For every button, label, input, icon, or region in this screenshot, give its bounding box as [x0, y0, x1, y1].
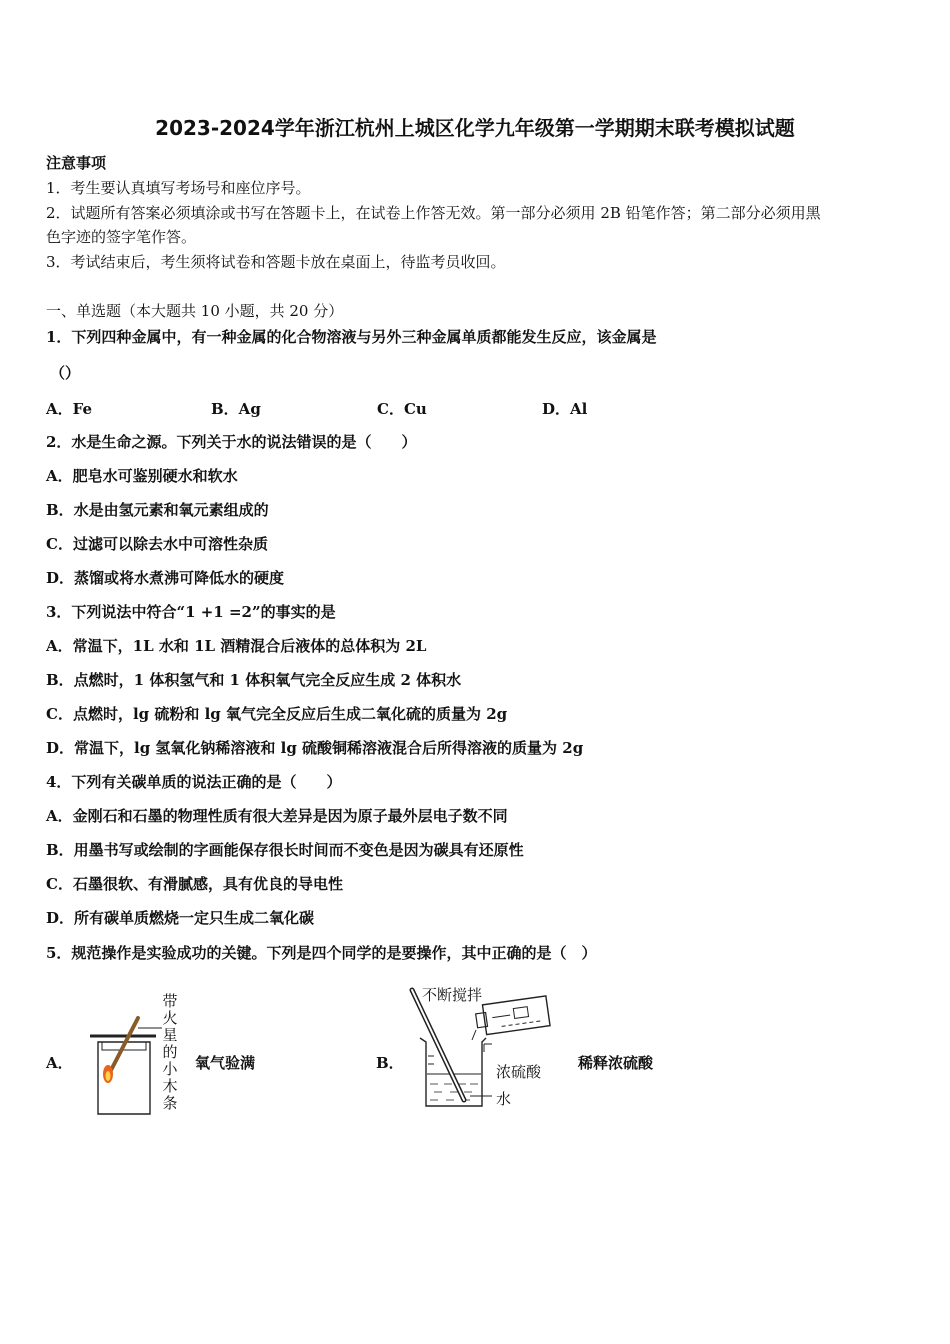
option: D．Al: [542, 400, 588, 418]
option: B．点燃时，1 体积氢气和 1 体积氧气完全反应生成 2 体积水: [46, 671, 462, 689]
figure-a-letter: A．: [46, 1054, 73, 1072]
vertical-char: 木: [162, 1077, 178, 1095]
notice-item: 色字迹的签字笔作答。: [46, 228, 197, 246]
option: C．点燃时，lg 硫粉和 lg 氧气完全反应后生成二氧化硫的质量为 2g: [46, 705, 508, 723]
acid-label: 浓硫酸: [496, 1063, 542, 1081]
option: A．常温下，1L 水和 1L 酒精混合后液体的总体积为 2L: [46, 637, 427, 655]
notice-item: 1．考生要认真填写考场号和座位序号。: [46, 179, 311, 197]
page-title: 2023-2024学年浙江杭州上城区化学九年级第一学期期末联考模拟试题: [155, 116, 795, 140]
figure-b-letter: B．: [376, 1054, 404, 1072]
wooden-splint: [108, 1018, 138, 1076]
splint-vertical-label: [160, 993, 180, 1112]
question-stem: 4．下列有关碳单质的说法正确的是（ ）: [46, 773, 342, 791]
option: A．金刚石和石墨的物理性质有很大差异是因为原子最外层电子数不同: [46, 807, 508, 825]
vertical-char: 带: [162, 992, 178, 1010]
vertical-char: 小: [162, 1060, 178, 1078]
figure-b-caption: 稀释浓硫酸: [578, 1054, 654, 1072]
question-stem: 1．下列四种金属中，有一种金属的化合物溶液与另外三种金属单质都能发生反应，该金属是: [46, 328, 657, 346]
vertical-char: 星: [162, 1026, 178, 1044]
option: D．常温下，lg 氢氧化钠稀溶液和 lg 硫酸铜稀溶液混合后所得溶液的质量为 2g: [46, 739, 584, 757]
option: D．蒸馏或将水煮沸可降低水的硬度: [46, 569, 285, 587]
question-stem: 2．水是生命之源。下列关于水的说法错误的是（ ）: [46, 433, 417, 451]
vertical-char: 的: [162, 1043, 178, 1061]
option: B．用墨书写或绘制的字画能保存很长时间而不变色是因为碳具有还原性: [46, 841, 524, 859]
ember-core-icon: [106, 1071, 111, 1081]
section-heading: 一、单选题（本大题共 10 小题，共 20 分）: [46, 302, 344, 320]
vertical-char: 条: [162, 1094, 178, 1112]
option: B．Ag: [211, 400, 261, 418]
acid-bottle: [475, 996, 550, 1036]
vertical-char: 火: [162, 1009, 178, 1027]
water-hatching: [430, 1084, 478, 1100]
option: C．石墨很软、有滑腻感，具有优良的导电性: [46, 875, 343, 893]
notice-heading: 注意事项: [46, 154, 107, 172]
pour-stream: [472, 1030, 476, 1040]
question-stem: 5．规范操作是实验成功的关键。下列是四个同学的是要操作，其中正确的是（ ）: [46, 944, 597, 962]
stir-label: 不断搅拌: [422, 986, 483, 1004]
answer-paren: （）: [50, 364, 81, 382]
option: D．所有碳单质燃烧一定只生成二氧化碳: [46, 909, 315, 927]
water-label: 水: [496, 1090, 512, 1108]
figure-a-caption: 氧气验满: [195, 1054, 256, 1072]
option: B．水是由氢元素和氧元素组成的: [46, 501, 269, 519]
option: A．肥皂水可鉴别硬水和软水: [46, 467, 238, 485]
option: C．过滤可以除去水中可溶性杂质: [46, 535, 268, 553]
question-stem: 3．下列说法中符合“1 +1 =2”的事实的是: [46, 603, 336, 621]
notice-item: 3．考试结束后，考生须将试卷和答题卡放在桌面上，待监考员收回。: [46, 253, 506, 271]
option: C．Cu: [377, 400, 427, 418]
option: A．Fe: [46, 400, 93, 418]
notice-item: 2．试题所有答案必须填涂或书写在答题卡上，在试卷上作答无效。第一部分必须用 2B 铅笔作答；第二部分必须用黑: [46, 204, 821, 222]
